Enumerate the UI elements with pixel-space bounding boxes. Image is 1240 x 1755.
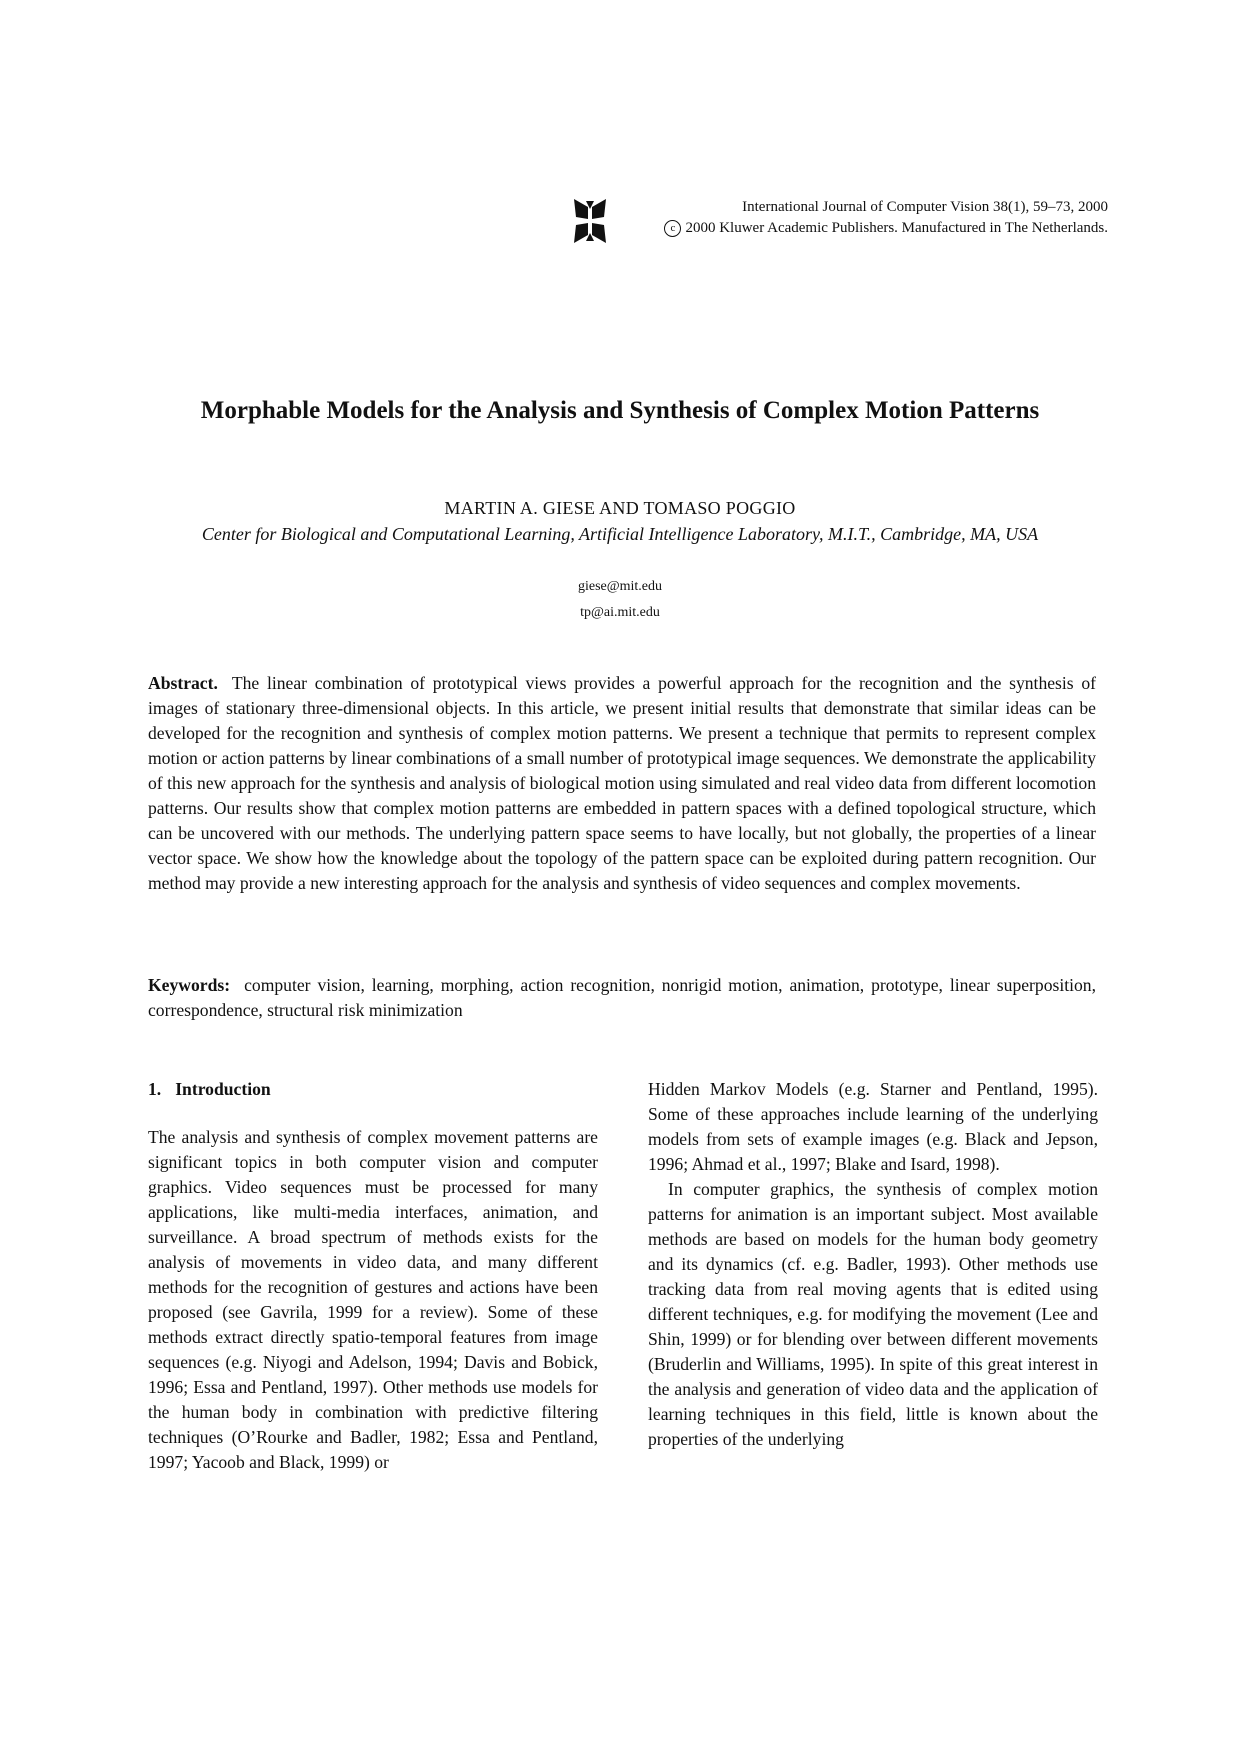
author-email: giese@mit.edu	[577, 579, 663, 594]
author-email: tp@ai.mit.edu	[580, 605, 660, 620]
section-heading	[148, 1077, 271, 1102]
copyright-icon: c	[664, 220, 681, 237]
paper-title: Morphable Models for the Analysis and Synthesis of Complex Motion Patterns	[200, 397, 1040, 424]
copyright-line	[664, 218, 1108, 238]
kluwer-publisher-logo-icon	[570, 197, 610, 245]
keywords-label: Keywords:	[148, 975, 231, 995]
journal-header	[560, 197, 1108, 247]
abstract-text: The linear combination of prototypical views provides a powerful approach for the recognition and the synthesis of images of stationary three-dimensional objects. In this article, we present initial results that demonstrate that similar ideas can be developed for the recognition and synthesis of complex motion patterns. We present a technique that permits to represent complex motion or action patterns by linear combinations of a small number of prototypical image sequences. We demonstrate the applicability of this new approach for the synthesis and analysis of biological motion using simulated and real video data from different locomotion patterns. Our results show that complex motion patterns are embedded in pattern spaces with a defined topological structure, which can be uncovered with our methods. The underlying pattern space seems to have locally, but not globally, the properties of a linear vector space. We show how the knowledge about the topology of the pattern space can be exploited during pattern recognition. Our method may provide a new interesting approach for the analysis and synthesis of video sequences and complex movements.	[148, 673, 1096, 893]
keywords-text: computer vision, learning, morphing, action recognition, nonrigid motion, animation, prototype, linear superposition, correspondence, structural risk minimization	[148, 975, 1096, 1020]
journal-citation: International Journal of Computer Vision 38(1), 59–73, 2000	[742, 199, 1108, 215]
paper-authors: MARTIN A. GIESE AND TOMASO POGGIO	[444, 498, 796, 518]
abstract	[148, 671, 1096, 896]
keywords	[148, 973, 1096, 1023]
body-paragraph: Hidden Markov Models (e.g. Starner and Pentland, 1995). Some of these approaches include learning of the underlying models from sets of example images (e.g. Black and Jepson, 1996; Ahmad et al., 1997; Blake and Isard, 1998).	[648, 1079, 1098, 1174]
abstract-label: Abstract.	[148, 673, 218, 693]
left-column	[148, 1125, 598, 1475]
copyright-text: 2000 Kluwer Academic Publishers. Manufactured in The Netherlands.	[685, 220, 1108, 236]
body-paragraph: The analysis and synthesis of complex movement patterns are significant topics in both computer vision and computer graphics. Video sequences must be processed for many applications, like multi-media interfaces, animation, and surveillance. A broad spectrum of methods exists for the analysis of movements in video data, and many different methods for the recognition of gestures and actions have been proposed (see Gavrila, 1999 for a review). Some of these methods extract directly spatio-temporal features from image sequences (e.g. Niyogi and Adelson, 1994; Davis and Bobick, 1996; Essa and Pentland, 1997). Other methods use models for the human body in combination with predictive filtering techniques (O’Rourke and Badler, 1982; Essa and Pentland, 1997; Yacoob and Black, 1999) or	[148, 1127, 598, 1472]
section-title: Introduction	[175, 1079, 271, 1099]
author-affiliation: Center for Biological and Computational Learning, Artificial Intelligence Laboratory, M.I.T., Cambridge, MA, USA	[201, 524, 1039, 544]
section-number: 1.	[148, 1079, 162, 1099]
right-column	[648, 1077, 1098, 1452]
body-paragraph: In computer graphics, the synthesis of complex motion patterns for animation is an important subject. Most available methods are based on models for the human body geometry and its dynamics (cf. e.g. Badler, 1993). Other methods use tracking data from real moving agents that is edited using different techniques, e.g. for modifying the movement (Lee and Shin, 1999) or for blending over between different movements (Bruderlin and Williams, 1995). In spite of this great interest in the analysis and generation of video data and the application of learning techniques in this field, little is known about the properties of the underlying	[648, 1179, 1098, 1449]
